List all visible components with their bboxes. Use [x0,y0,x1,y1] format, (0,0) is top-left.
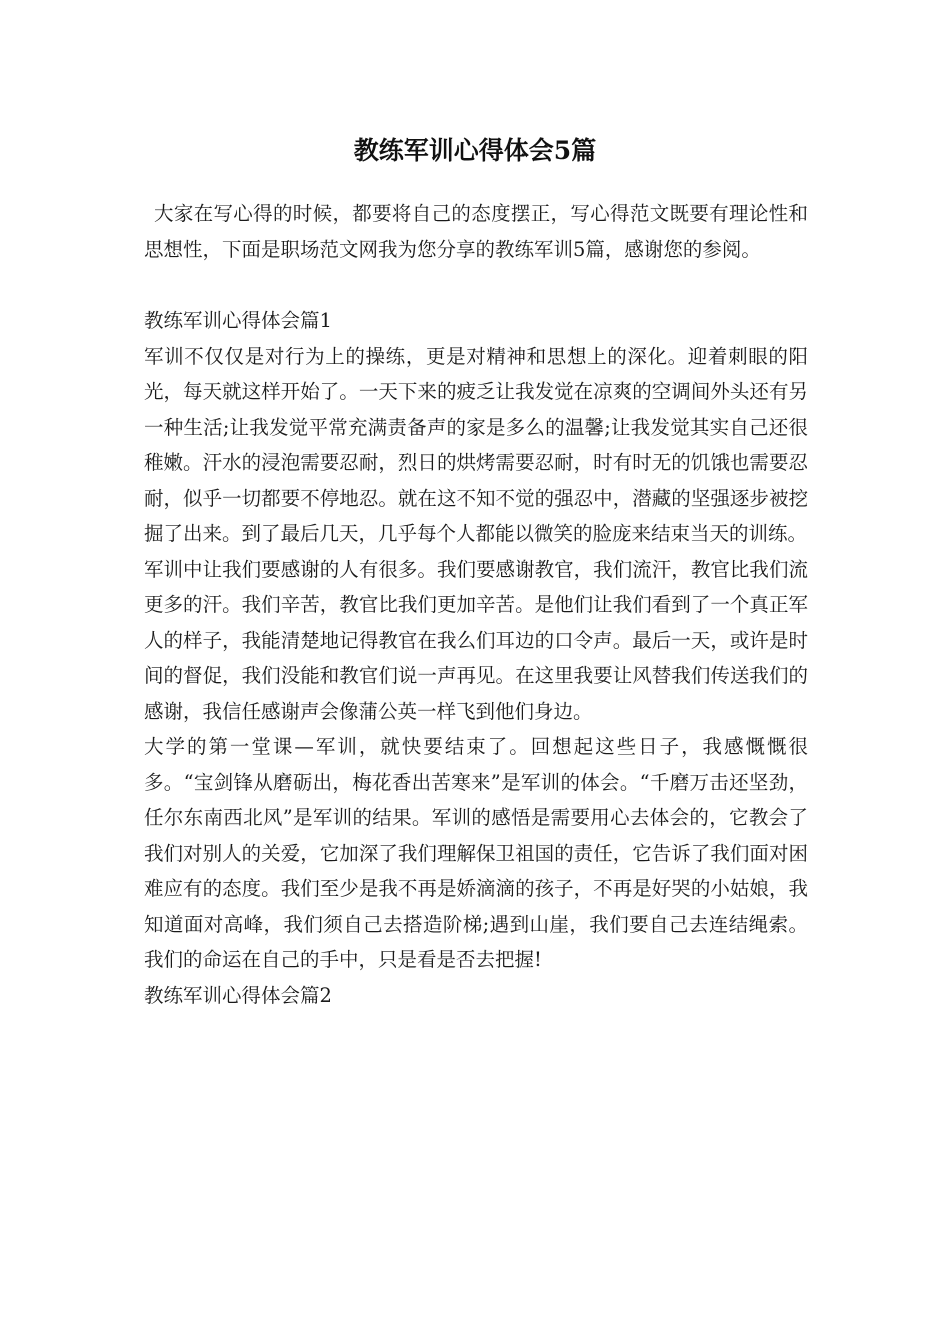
paragraph-spacer [144,267,808,303]
intro-paragraph: 大家在写心得的时候，都要将自己的态度摆正，写心得范文既要有理论性和思想性，下面是职场范文网我为您分享的教练军训5篇，感谢您的参阅。 [144,202,808,261]
section-heading-1: 教练军训心得体会篇1 [144,309,332,332]
section-1-paragraph-1: 军训不仅仅是对行为上的操练，更是对精神和思想上的深化。迎着刺眼的阳光，每天就这样开始了。一天下来的疲乏让我发觉在凉爽的空调间外头还有另一种生活;让我发觉平常充满责备声的家是多么的温馨;让我发觉其实自己还很稚嫩。汗水的浸泡需要忍耐，烈日的烘烤需要忍耐，时有时无的饥饿也需要忍耐，似乎一切都要不停地忍。就在这不知不觉的强忍中，潜藏的坚强逐步被挖掘了出来。到了最后几天，几乎每个人都能以微笑的脸庞来结束当天的训练。 [144,344,808,545]
document-body [144,196,808,1013]
section-1-paragraph-3: 大学的第一堂课—军训，就快要结束了。回想起这些日子，我感慨慨很多。“宝剑锋从磨砺出，梅花香出苦寒来”是军训的体会。“千磨万击还坚劲，任尔东南西北风”是军训的结果。军训的感悟是需要用心去体会的，它教会了我们对别人的关爱，它加深了我们理解保卫祖国的责任，它告诉了我们面对困难应有的态度。我们至少是我不再是娇滴滴的孩子，不再是好哭的小姑娘，我知道面对高峰，我们须自己去搭造阶梯;遇到山崖，我们要自己去连结绳索。我们的命运在自己的手中，只是看是否去把握! [144,735,808,971]
section-heading-2: 教练军训心得体会篇2 [144,983,332,1007]
document-title: 教练军训心得体会5篇 [353,136,597,165]
section-1-paragraph-2: 军训中让我们要感谢的人有很多。我们要感谢教官，我们流汗，教官比我们流更多的汗。我们辛苦，教官比我们更加辛苦。是他们让我们看到了一个真正军人的样子，我能清楚地记得教官在我么们耳边的口令声。最后一天，或许是时间的督促，我们没能和教官们说一声再见。在这里我要让风替我们传送我们的感谢，我信任感谢声会像蒲公英一样飞到他们身边。 [144,557,808,723]
